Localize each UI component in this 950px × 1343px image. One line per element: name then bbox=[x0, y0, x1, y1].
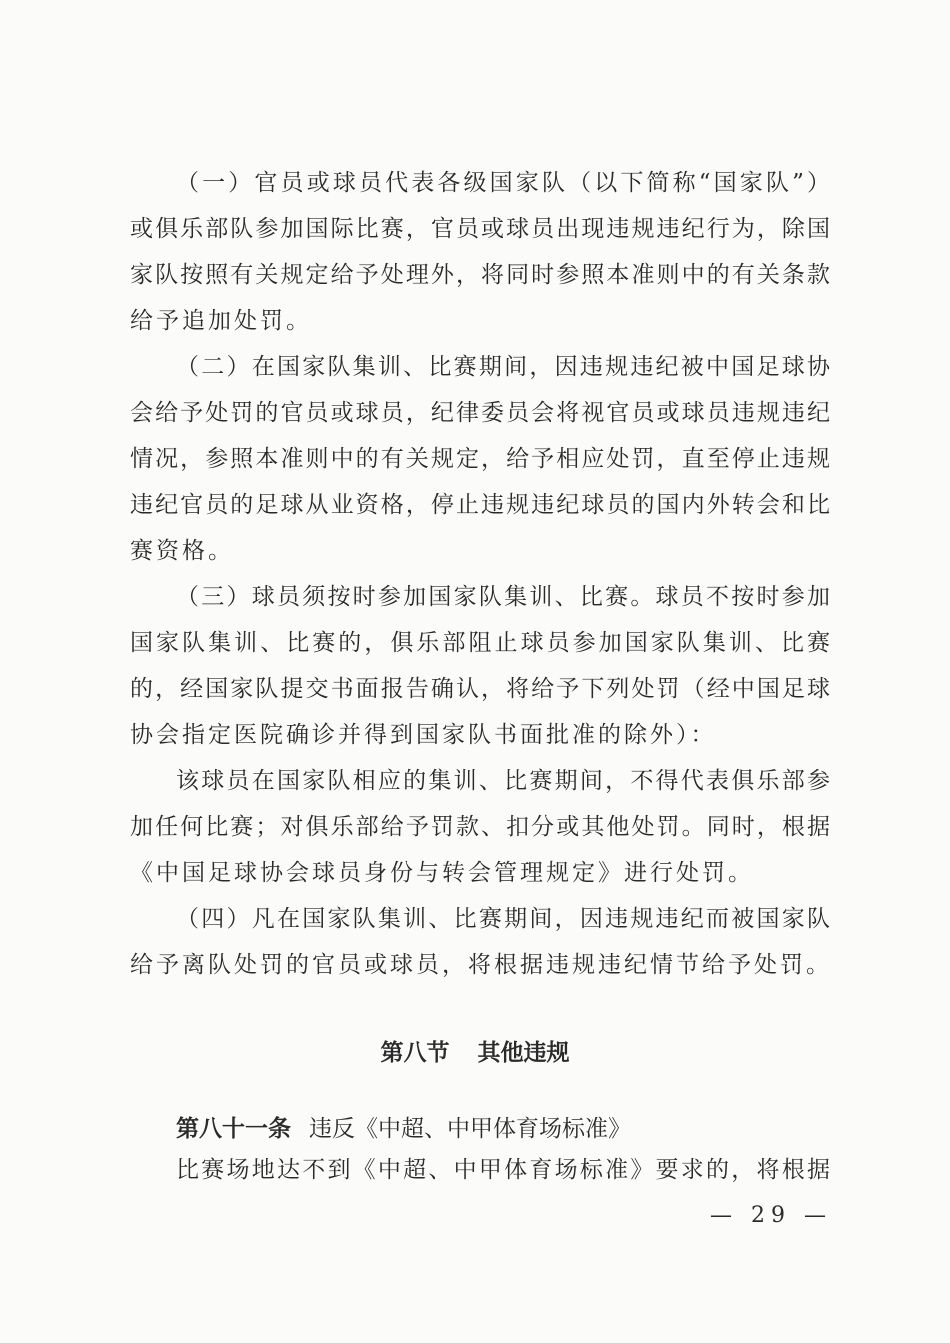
paragraph-line: 给予离队处罚的官员或球员，将根据违规违纪情节给予处罚。 bbox=[130, 952, 832, 978]
paragraph-line: 或俱乐部队参加国际比赛，官员或球员出现违规违纪行为，除国 bbox=[130, 216, 830, 242]
paragraph-line: （四）凡在国家队集训、比赛期间，因违规违纪而被国家队 bbox=[176, 906, 830, 932]
paragraph-line: 情况，参照本准则中的有关规定，给予相应处罚，直至停止违规 bbox=[130, 446, 830, 472]
paragraph-line: 家队按照有关规定给予处理外，将同时参照本准则中的有关条款 bbox=[130, 262, 830, 288]
page-number: — 29 — bbox=[710, 1203, 832, 1228]
paragraph-line: 给予追加处罚。 bbox=[130, 308, 312, 334]
article-number: 第八十一条 bbox=[176, 1115, 291, 1142]
paragraph-line: （一）官员或球员代表各级国家队（以下简称“国家队”） bbox=[176, 170, 830, 196]
paragraph-line: 该球员在国家队相应的集训、比赛期间，不得代表俱乐部参 bbox=[176, 768, 830, 794]
article-body-line: 比赛场地达不到《中超、中甲体育场标准》要求的，将根据 bbox=[176, 1157, 830, 1183]
paragraph-line: 会给予处罚的官员或球员，纪律委员会将视官员或球员违规违纪 bbox=[130, 400, 830, 426]
paragraph-line: 《中国足球协会球员身份与转会管理规定》进行处罚。 bbox=[130, 860, 754, 886]
article-heading bbox=[176, 1110, 631, 1143]
paragraph-line: （二）在国家队集训、比赛期间，因违规违纪被中国足球协 bbox=[176, 354, 830, 380]
paragraph-line: 加任何比赛；对俱乐部给予罚款、扣分或其他处罚。同时，根据 bbox=[130, 814, 830, 840]
paragraph-line: （三）球员须按时参加国家队集训、比赛。球员不按时参加 bbox=[176, 584, 830, 610]
section-number: 第八节 bbox=[380, 1039, 450, 1066]
article-title: 违反《中超、中甲体育场标准》 bbox=[309, 1116, 631, 1142]
paragraph-line: 协会指定医院确诊并得到国家队书面批准的除外）： bbox=[130, 722, 717, 748]
paragraph-line: 赛资格。 bbox=[130, 538, 234, 564]
section-title: 其他违规 bbox=[477, 1039, 570, 1066]
paragraph-line: 的，经国家队提交书面报告确认，将给予下列处罚（经中国足球 bbox=[130, 676, 830, 702]
section-heading bbox=[0, 1034, 950, 1067]
paragraph-line: 违纪官员的足球从业资格，停止违规违纪球员的国内外转会和比 bbox=[130, 492, 830, 518]
paragraph-line: 国家队集训、比赛的，俱乐部阻止球员参加国家队集训、比赛 bbox=[130, 630, 830, 656]
